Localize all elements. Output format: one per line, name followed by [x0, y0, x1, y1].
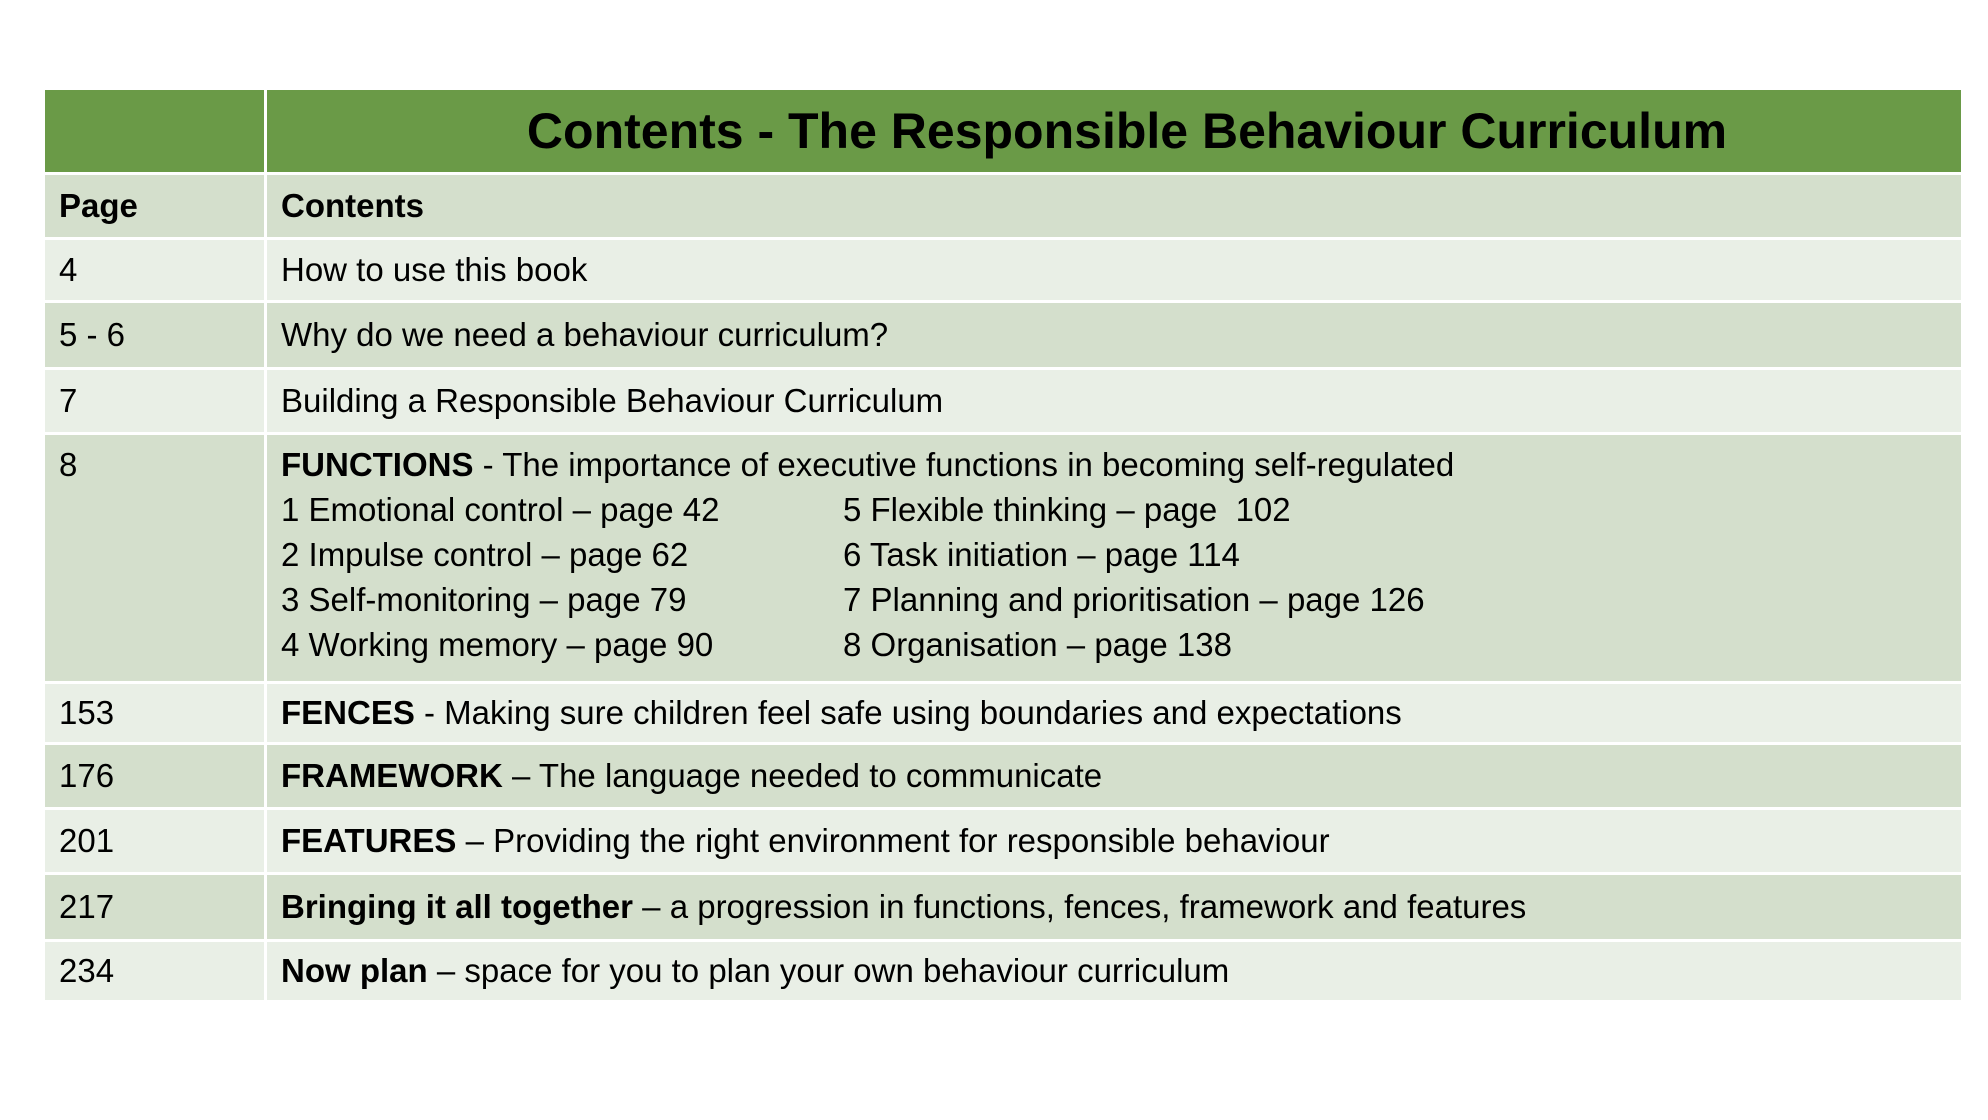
page-number: 217	[44, 874, 266, 941]
page-number: 176	[44, 744, 266, 809]
entry-description: – a progression in functions, fences, framework and features	[633, 888, 1527, 926]
entry-description: How to use this book	[281, 251, 588, 289]
entry-text	[266, 434, 1963, 683]
page-number: 201	[44, 809, 266, 874]
table-row	[44, 809, 1963, 874]
entry-description: Building a Responsible Behaviour Curriculum	[281, 382, 944, 420]
table-row-functions	[44, 434, 1963, 683]
entry-lead: FENCES	[281, 694, 415, 732]
entry-description: Why do we need a behaviour curriculum?	[281, 316, 889, 354]
table-row	[44, 239, 1963, 302]
entry-text	[266, 809, 1963, 874]
entry-text	[266, 874, 1963, 941]
header-row	[44, 174, 1963, 239]
function-item: 1 Emotional control – page 42	[281, 490, 720, 528]
contents-table	[42, 87, 1964, 1003]
function-item: 2 Impulse control – page 62	[281, 535, 689, 573]
function-item: 8 Organisation – page 138	[843, 625, 1232, 663]
page-number: 234	[44, 941, 266, 1002]
entry-description: – space for you to plan your own behaviour curriculum	[427, 952, 1230, 990]
function-item: 6 Task initiation – page 114	[843, 535, 1240, 573]
table-row	[44, 302, 1963, 369]
entry-lead: FEATURES	[281, 822, 457, 860]
entry-text	[266, 683, 1963, 744]
function-item: 7 Planning and prioritisation – page 126	[843, 580, 1425, 618]
title-row	[44, 89, 1963, 174]
entry-description: – Providing the right environment for responsible behaviour	[456, 822, 1330, 860]
page-number: 7	[44, 369, 266, 434]
entry-text	[266, 369, 1963, 434]
entry-lead: FRAMEWORK	[281, 757, 503, 795]
page-number: 153	[44, 683, 266, 744]
entry-description: – The language needed to communicate	[502, 757, 1103, 795]
entry-lead: FUNCTIONS	[281, 446, 474, 483]
entry-description: - Making sure children feel safe using boundaries and expectations	[414, 694, 1402, 732]
page-number: 8	[44, 434, 266, 683]
table-row	[44, 874, 1963, 941]
entry-heading	[281, 445, 1947, 485]
page-number: 4	[44, 239, 266, 302]
table-row	[44, 744, 1963, 809]
function-item: 4 Working memory – page 90	[281, 625, 714, 663]
entry-lead: Bringing it all together	[281, 888, 633, 926]
entry-description: - The importance of executive functions in becoming self-regulated	[473, 446, 1455, 483]
entry-text	[266, 302, 1963, 369]
page-title: Contents - The Responsible Behaviour Curriculum	[266, 89, 1963, 174]
table-row	[44, 369, 1963, 434]
table-row	[44, 941, 1963, 1002]
entry-text	[266, 941, 1963, 1002]
column-header-contents: Contents	[266, 174, 1963, 239]
title-blank-cell	[44, 89, 266, 174]
entry-text	[266, 239, 1963, 302]
page-number: 5 - 6	[44, 302, 266, 369]
function-item: 5 Flexible thinking – page 102	[843, 490, 1291, 528]
entry-text	[266, 744, 1963, 809]
table-row	[44, 683, 1963, 744]
function-item: 3 Self-monitoring – page 79	[281, 580, 687, 618]
entry-lead: Now plan	[281, 952, 428, 990]
column-header-page: Page	[44, 174, 266, 239]
functions-list	[281, 487, 1947, 667]
